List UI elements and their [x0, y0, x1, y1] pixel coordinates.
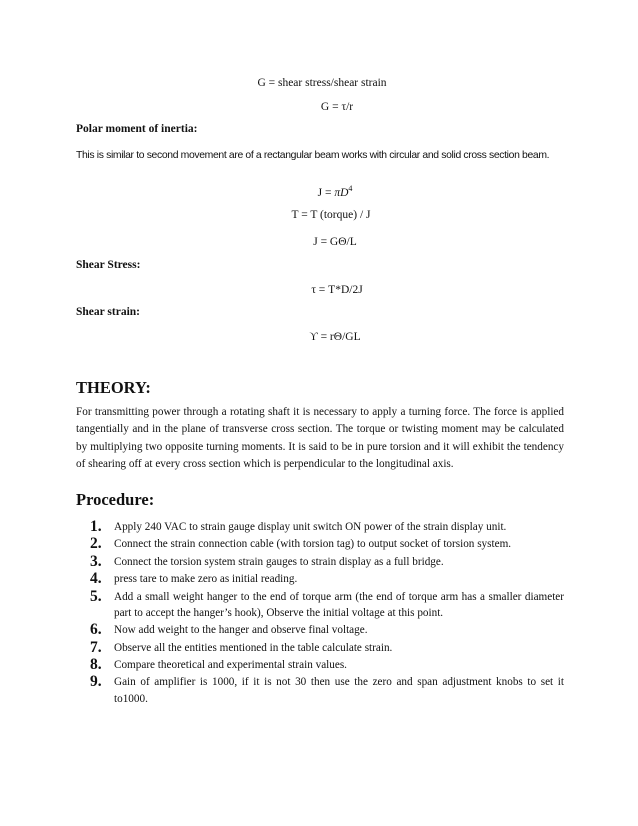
step-text: Compare theoretical and experimental strain values. [114, 658, 347, 671]
step-text: press tare to make zero as initial reading. [114, 573, 298, 586]
procedure-step [90, 622, 564, 638]
step-number: 7. [90, 638, 102, 656]
equation-shear-stress: τ = T*D/2J [311, 284, 363, 296]
step-number: 8. [90, 655, 102, 673]
heading-procedure: Procedure: [76, 490, 155, 509]
step-text: Connect the torsion system strain gauges to strain display as a full bridge. [114, 555, 444, 568]
equation-polar-moment-lhs: J = [317, 186, 335, 199]
procedure-step [90, 657, 564, 673]
procedure-step [90, 554, 564, 570]
step-number: 9. [90, 673, 102, 691]
step-number: 5. [90, 587, 102, 605]
heading-shear-stress: Shear Stress: [76, 259, 141, 271]
step-number: 4. [90, 570, 102, 588]
step-text: Add a small weight hanger to the end of torque arm (the end of torque arm has a smaller diameter part to accept the hanger’s hook), Observe the initial voltage at this point. [114, 590, 564, 619]
equation-shear-modulus-ratio: G = τ/r [320, 101, 354, 113]
step-text: Connect the strain connection cable (with torsion tag) to output socket of torsion system. [114, 538, 512, 551]
step-text: Apply 240 VAC to strain gauge display unit switch ON power of the strain display unit. [114, 521, 507, 533]
procedure-step [90, 640, 564, 656]
step-text: Observe all the entities mentioned in the table calculate strain. [114, 641, 393, 654]
step-text: Gain of amplifier is 1000, if it is not 30 then use the zero and span adjustment knobs to set it to1000. [114, 676, 564, 705]
step-text: Now add weight to the hanger and observe final voltage. [114, 624, 368, 637]
procedure-list [90, 519, 564, 708]
procedure-step [90, 571, 564, 587]
equation-torque: T = T (torque) / J [291, 209, 371, 221]
procedure-step [90, 536, 564, 552]
step-number: 2. [90, 535, 102, 553]
step-number: 6. [90, 621, 102, 639]
polar-moment-description: This is similar to second movement are of a rectangular beam works with circular and solid cross section beam. [76, 150, 550, 161]
equation-polar-moment-exponent: 4 [348, 184, 353, 193]
equation-polar-moment-rhs: πD [334, 186, 349, 199]
procedure-step [90, 519, 564, 535]
procedure-step [90, 674, 564, 706]
equation-shear-modulus: G = shear stress/shear strain [257, 77, 387, 89]
step-number: 3. [90, 552, 102, 570]
step-number: 1. [90, 518, 102, 535]
equation-shear-strain: ϒ = rΘ/GL [309, 331, 361, 343]
procedure-step [90, 589, 564, 621]
heading-theory: THEORY: [76, 378, 151, 397]
equation-polar-moment [0, 184, 638, 199]
equation-polar-moment-alt: J = GΘ/L [313, 236, 357, 248]
heading-polar-moment: Polar moment of inertia: [76, 123, 198, 135]
heading-shear-strain: Shear strain: [76, 306, 140, 318]
theory-paragraph: For transmitting power through a rotating shaft it is necessary to apply a turning force. The force is applied tangentially and in the plane of transverse cross section. The torque or twisting moment may be calculated by multiplying two opposite turning moments. It is said to be in pure torsion and it will exhibit the tendency of shearing off at every cross section which is perpendicular to the longitudinal axis. [76, 406, 564, 470]
